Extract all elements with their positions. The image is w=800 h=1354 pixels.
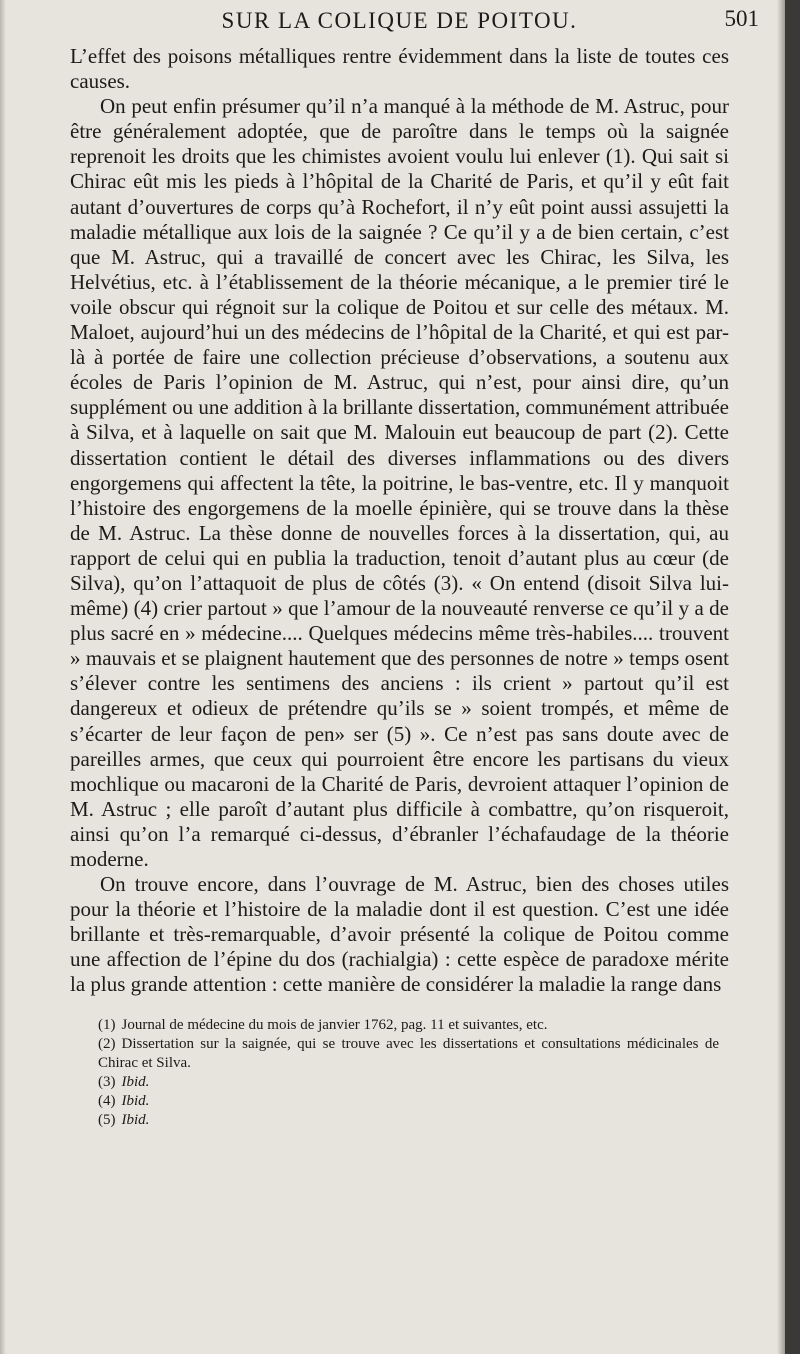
page-edge-shadow — [777, 0, 785, 1354]
footnote-text: Journal de médecine du mois de janvier 1762, pag. 11 et suivantes, etc. — [121, 1016, 548, 1033]
footnote-number: (4) — [98, 1092, 116, 1109]
paragraph: L’effet des poisons métalliques rentre évidemment dans la liste de toutes ces causes. — [70, 44, 729, 94]
footnote-text: Dissertation sur la saignée, qui se trouve avec les dissertations et consultations médicinales de Chirac et Silva. — [98, 1035, 719, 1071]
footnote — [98, 1035, 719, 1073]
footnote — [98, 1016, 719, 1035]
page-header — [70, 0, 759, 40]
footnote — [98, 1092, 719, 1111]
footnote-text: Ibid. — [121, 1092, 150, 1109]
running-title: SUR LA COLIQUE DE POITOU. — [221, 8, 578, 33]
footnotes — [98, 1016, 719, 1130]
footnote-number: (1) — [98, 1016, 116, 1033]
footnote-number: (2) — [98, 1035, 116, 1052]
footnote-number: (3) — [98, 1073, 116, 1090]
footnote — [98, 1073, 719, 1092]
paragraph: On peut enfin présumer qu’il n’a manqué à la méthode de M. Astruc, pour être généralement adoptée, que de paroître dans le temps où la saignée reprenoit les droits que les chimistes avoient voulu lui enlever (1). Qui sait si Chirac eût mis les pieds à l’hôpital de la Charité de Paris, et qu’il y eût fait autant d’ouvertures de corps qu’à Rochefort, il n’y eût point aussi assujetti la maladie métallique aux lois de la saignée ? Ce qu’il y a de bien certain, c’est que M. Astruc, qui a travaillé de concert avec les Chirac, les Silva, les Helvétius, etc. à l’établissement de la théorie mécanique, a le premier tiré le voile obscur qui régnoit sur la colique de Poitou et sur celle des métaux. M. Maloet, aujourd’hui un des médecins de l’hôpital de la Charité, et qui est par-là à portée de faire une collection précieuse d’observations, a soutenu aux écoles de Paris l’opinion de M. Astruc, qui n’est, pour ainsi dire, qu’un supplément ou une addition à la brillante dissertation, communément attribuée à Silva, et à laquelle on sait que M. Malouin eut beaucoup de part (2). Cette dissertation contient le détail des diverses inflammations ou des divers engorgemens qui affectent la tête, la poitrine, le bas-ventre, etc. Il y manquoit l’histoire des engorgemens de la moelle épinière, qui se trouve dans la thèse de M. Astruc. La thèse donne de nouvelles forces à la dissertation, qui, au rapport de celui qui en publia la traduction, tenoit d’autant plus au cœur (de Silva), qu’on l’attaquoit de plus de côtés (3). « On entend (disoit Silva lui-même) (4) crier partout » que l’amour de la nouveauté renverse ce qu’il y a de plus sacré en » médecine.... Quelques médecins même très-habiles.... trouvent » mauvais et se plaignent hautement que des personnes de notre » temps osent s’élever contre les sentimens des anciens : ils crient » partout qu’il est dangereux et odieux de prétendre qu’ils se » soient trompés, et même de s’écarter de leur façon de pen» ser (5) ». Ce n’est pas sans doute avec de pareilles armes, que ceux qui pourroient être encore les partisans du vieux mochlique ou macaroni de la Charité de Paris, devroient attaquer l’opinion de M. Astruc ; elle paroît d’autant plus difficile à combattre, qu’on risqueroit, ainsi qu’on l’a remarqué ci-dessus, d’ébranler l’échafaudage de la théorie moderne. — [70, 94, 729, 871]
footnote-text: Ibid. — [121, 1073, 150, 1090]
page-number: 501 — [724, 6, 759, 31]
paragraph: On trouve encore, dans l’ouvrage de M. Astruc, bien des choses utiles pour la théorie et l’histoire de la maladie dont il est question. C’est une idée brillante et très-remarquable, d’avoir présenté la colique de Poitou comme une affection de l’épine du dos (rachialgia) : cette espèce de paradoxe mérite la plus grande attention : cette manière de considérer la maladie la range dans — [70, 872, 729, 997]
footnote-text: Ibid. — [121, 1111, 150, 1128]
footnote-number: (5) — [98, 1111, 116, 1128]
page-gutter-shadow — [0, 0, 6, 1354]
main-text — [70, 44, 729, 998]
footnote — [98, 1111, 719, 1130]
